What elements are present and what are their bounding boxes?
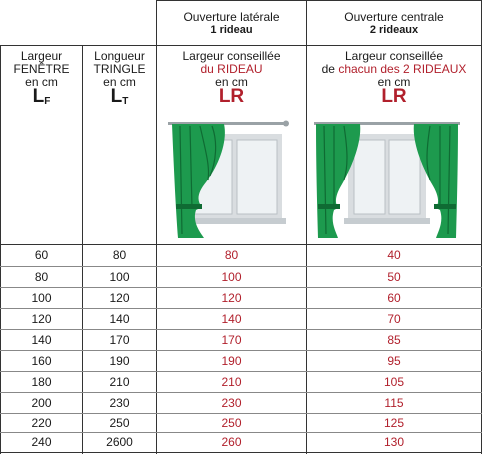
- single-curtain-window-illustration: [166, 112, 296, 242]
- lf-line3: en cm: [25, 75, 58, 89]
- lr2-line2: de chacun des 2 RIDEAUX: [321, 62, 467, 76]
- lf-line2: FENÊTRE: [13, 62, 70, 76]
- cell-lr2: 50: [387, 269, 401, 284]
- double-curtain-window-illustration: [312, 112, 462, 242]
- lr2-line3: en cm: [377, 75, 411, 89]
- cell-lr1: 80: [224, 248, 239, 262]
- lf-symbol: $L_F$: [32, 86, 51, 107]
- cell-lr2: 130: [383, 435, 405, 449]
- cell-lf: 240: [31, 435, 52, 449]
- cell-lf: 80: [34, 269, 49, 284]
- header-central-title: Ouverture centrale: [344, 10, 444, 24]
- cell-lr1: 190: [221, 353, 242, 368]
- lr1-line2: du RIDEAU: [200, 62, 263, 76]
- cell-lf: 60: [34, 248, 49, 262]
- header-lateral: [157, 8, 306, 40]
- cell-lt: 120: [109, 290, 130, 305]
- cell-lr2: 95: [387, 353, 401, 368]
- lf-line1: Largeur: [20, 49, 63, 63]
- header-lateral-title: Ouverture latérale: [183, 10, 280, 24]
- cell-lt: 230: [109, 395, 130, 410]
- cell-lr1: 100: [221, 269, 242, 284]
- cell-lt: 210: [109, 374, 130, 389]
- cell-lr2: 85: [387, 332, 401, 347]
- lt-line1: Longueur: [94, 49, 145, 63]
- cell-lt: 170: [109, 332, 130, 347]
- lt-line3: en cm: [103, 75, 136, 89]
- lt-line2: TRINGLE: [93, 62, 146, 76]
- column-header-rod-length: [83, 50, 156, 114]
- lr2-line1: Largeur conseillée: [344, 49, 444, 63]
- cell-lr2: 105: [383, 374, 405, 389]
- cell-lr2: 70: [387, 311, 401, 326]
- cell-lr2: 115: [384, 395, 404, 410]
- cell-lr1: 210: [221, 374, 242, 389]
- lr1-symbol: LR: [218, 86, 245, 107]
- cell-lt: 140: [109, 311, 130, 326]
- cell-lr1: 120: [221, 290, 242, 305]
- lt-symbol: $L_T$: [110, 86, 129, 107]
- cell-lr1: 170: [221, 332, 242, 347]
- cell-lt: 190: [109, 353, 130, 368]
- cell-lt: 100: [109, 269, 130, 284]
- cell-lr2: 60: [387, 290, 401, 305]
- lr1-line1: Largeur conseillée: [182, 49, 281, 63]
- column-header-window-width: [1, 50, 82, 114]
- cell-lr2: 125: [383, 415, 405, 430]
- cell-lf: 180: [31, 374, 52, 389]
- column-header-each-curtain-width: [307, 50, 481, 114]
- column-header-curtain-width: [157, 50, 306, 114]
- cell-lr1: 230: [221, 395, 242, 410]
- cell-lr1: 250: [221, 415, 242, 430]
- cell-lt: 2600: [106, 435, 133, 449]
- lr1-line3: en cm: [215, 75, 248, 89]
- cell-lt: 80: [112, 248, 127, 262]
- cell-lr1: 140: [221, 311, 242, 326]
- cell-lf: 120: [31, 311, 52, 326]
- cell-lt: 250: [109, 415, 130, 430]
- header-central-subtitle: 2 rideaux: [369, 24, 419, 36]
- cell-lf: 140: [31, 332, 52, 347]
- cell-lr2: 40: [387, 248, 401, 262]
- cell-lf: 160: [31, 353, 52, 368]
- cell-lf: 100: [31, 290, 52, 305]
- cell-lf: 220: [31, 415, 52, 430]
- lr2-symbol: LR: [381, 86, 407, 107]
- header-central: [307, 8, 481, 40]
- cell-lf: 200: [31, 395, 52, 410]
- cell-lr1: 260: [221, 435, 242, 449]
- header-lateral-subtitle: 1 rideau: [210, 24, 253, 36]
